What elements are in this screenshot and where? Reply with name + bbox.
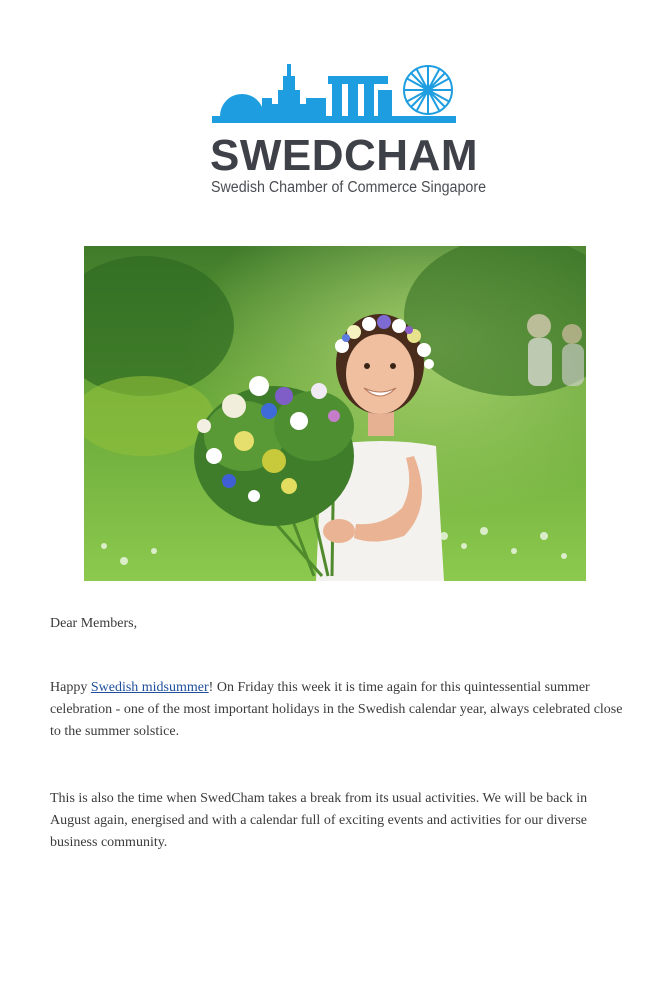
- singapore-skyline-icon: [208, 60, 460, 128]
- greeting: Dear Members,: [50, 616, 138, 631]
- swedish-midsummer-link[interactable]: Swedish midsummer: [90, 680, 209, 695]
- logo-wordmark: SWEDCHAM: [210, 131, 478, 180]
- hero-image[interactable]: [84, 246, 586, 581]
- p1-prefix: Happy: [50, 680, 91, 695]
- midsummer-photo-icon: [84, 246, 586, 581]
- p1-suffix: ! On Friday this week it is time again for this quintessential summer celebration - one of the most important holidays in the Swedish calendar year, always celebrated close to the summer solstice.: [50, 680, 623, 739]
- swedcham-logo[interactable]: [208, 60, 487, 200]
- paragraph-break-notice: This is also the time when SwedCham takes a break from its usual activities. We will be back in August again, energised and with a calendar full of exciting events and activities for our diverse business community.: [50, 791, 588, 850]
- paragraph-midsummer: [50, 677, 630, 743]
- logo-subtitle: Swedish Chamber of Commerce Singapore: [211, 179, 487, 196]
